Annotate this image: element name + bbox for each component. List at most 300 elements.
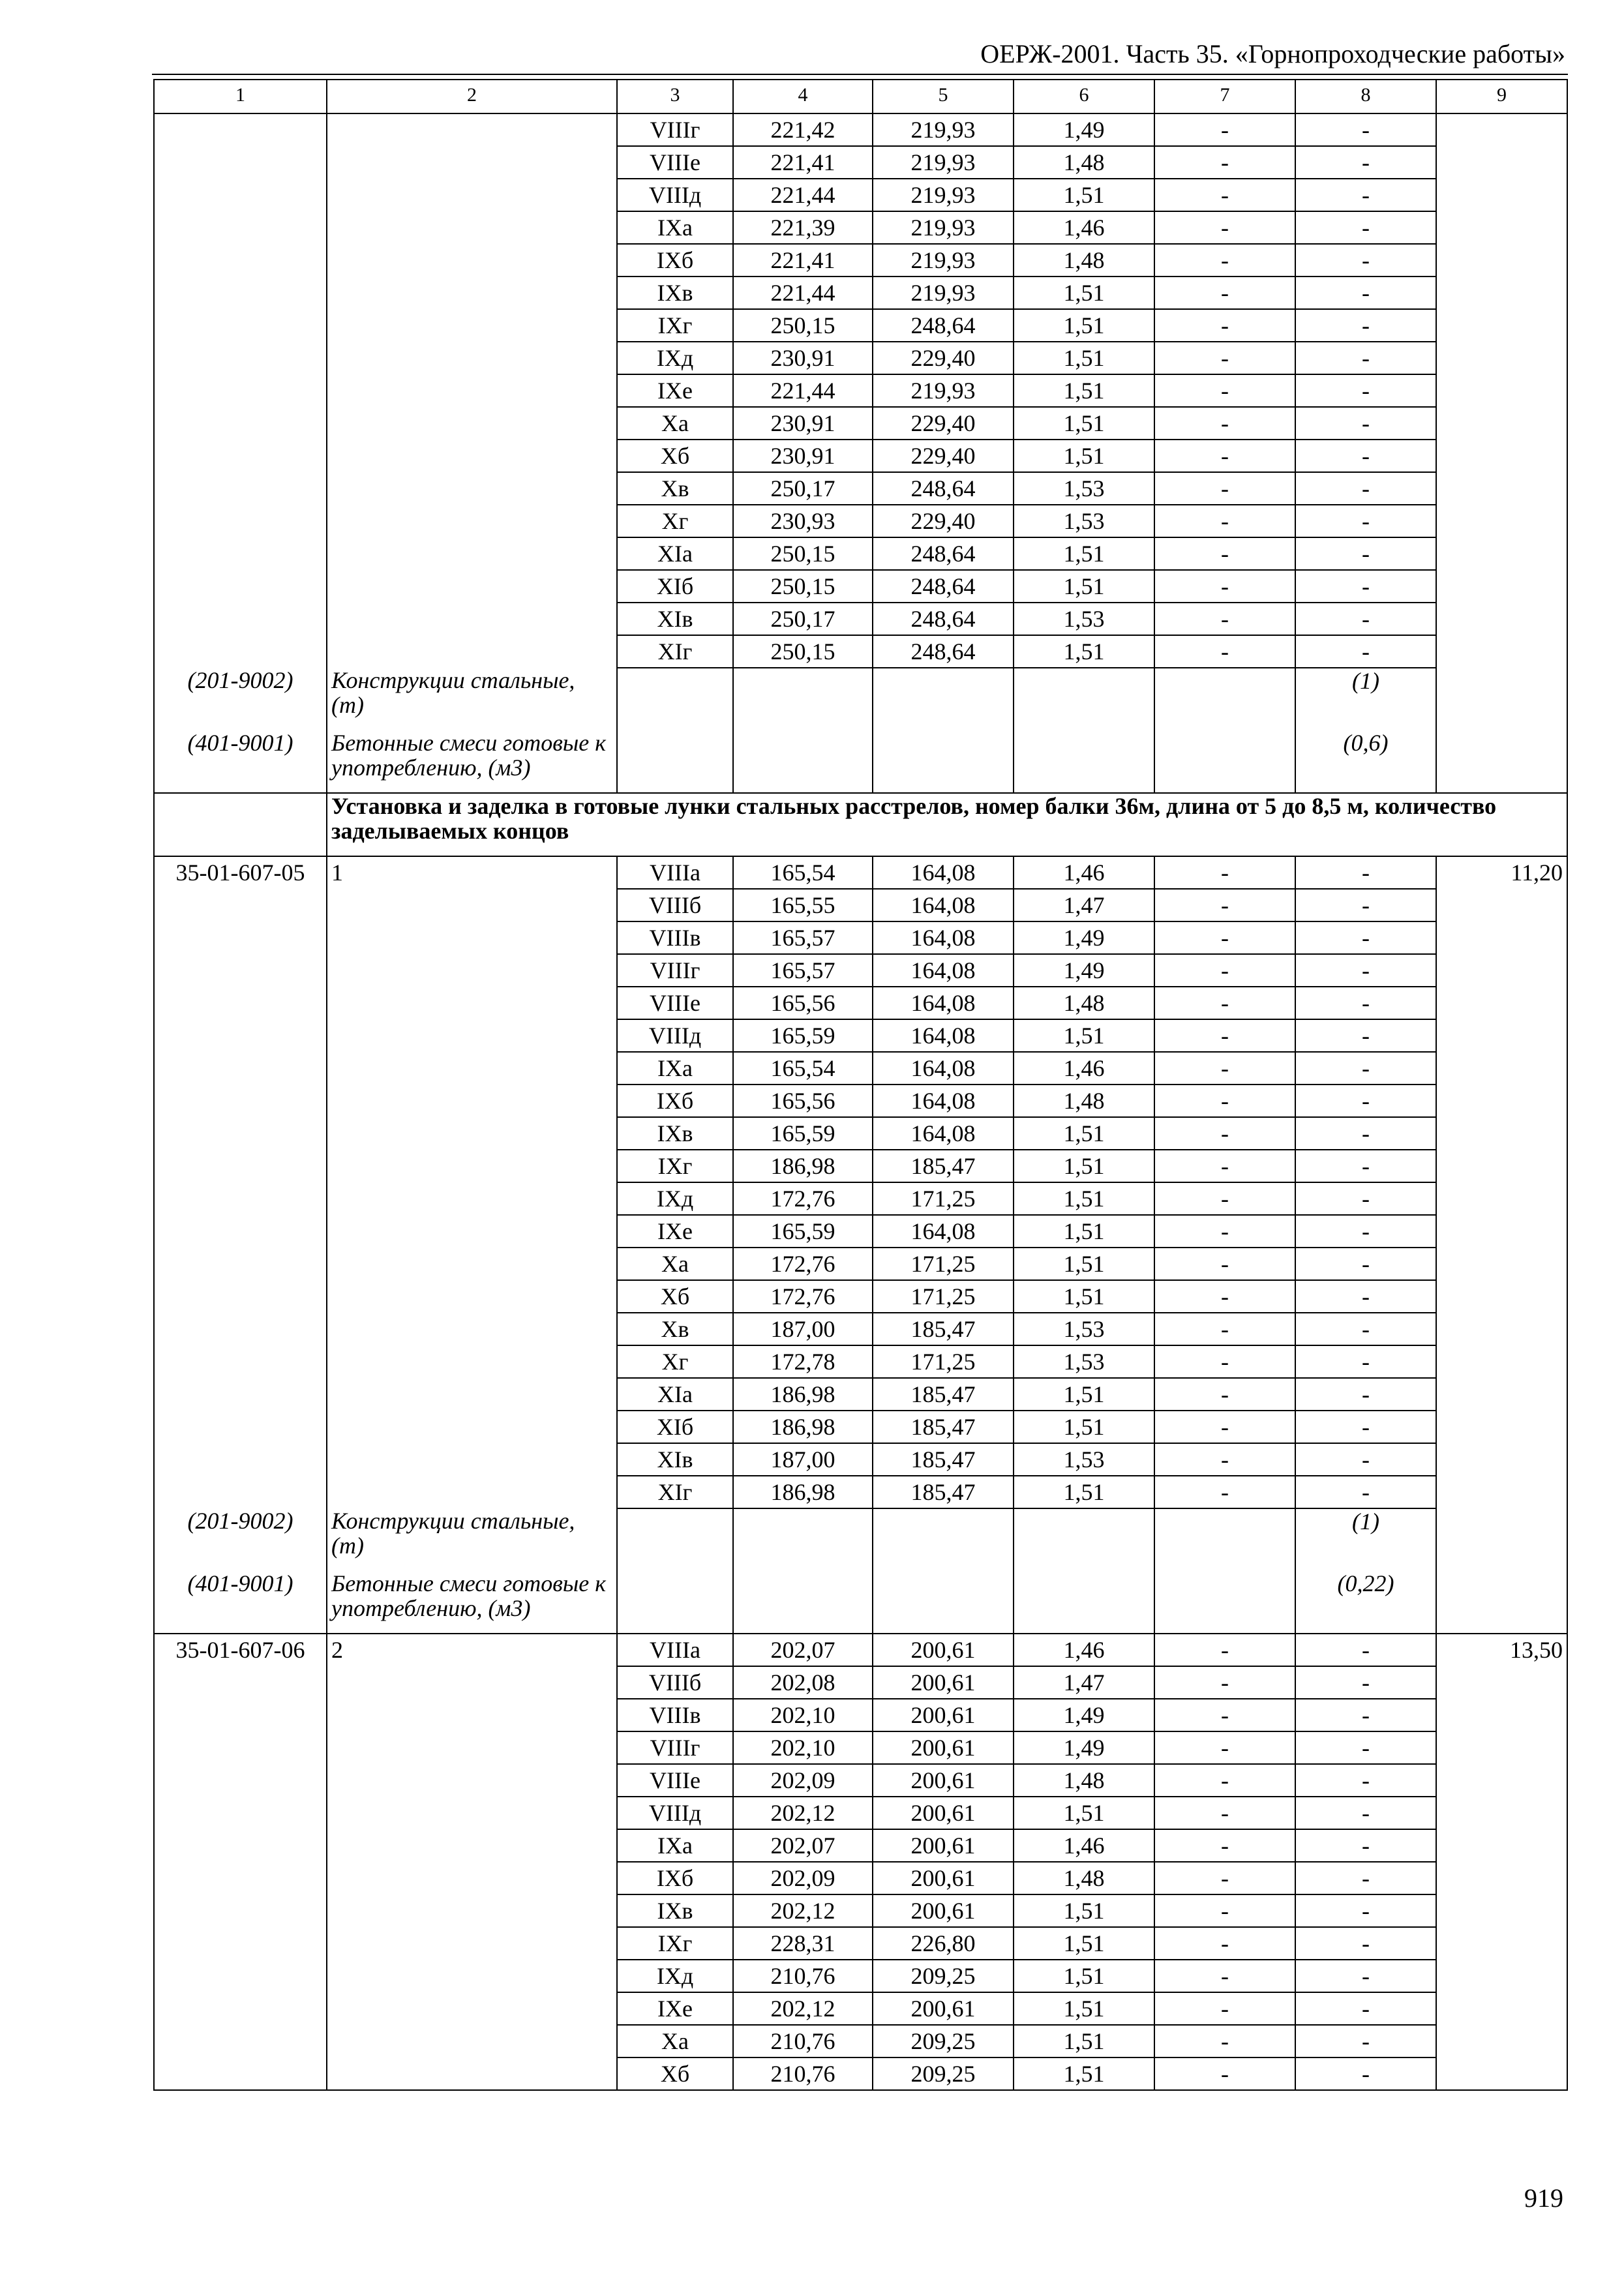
value-col5: 219,93 [873, 244, 1014, 277]
value-col4: 165,59 [733, 1117, 873, 1150]
value-col4: 165,59 [733, 1215, 873, 1248]
empty-cell [1436, 1508, 1567, 1571]
value-col7: - [1154, 244, 1295, 277]
value-col4: 172,78 [733, 1345, 873, 1378]
value-col4: 221,42 [733, 113, 873, 146]
value-col5: 164,08 [873, 1052, 1014, 1085]
empty-cell [1014, 668, 1154, 730]
value-col7: - [1154, 1699, 1295, 1731]
value-col7: - [1154, 113, 1295, 146]
empty-cell [873, 1571, 1014, 1634]
total-value [1436, 113, 1567, 668]
value-col7: - [1154, 1182, 1295, 1215]
header-rule [152, 74, 1568, 75]
value-col6: 1,51 [1014, 635, 1154, 668]
value-col8: - [1295, 2025, 1436, 2057]
rock-group: IXг [617, 309, 733, 342]
value-col8: - [1295, 1345, 1436, 1378]
value-col6: 1,48 [1014, 987, 1154, 1019]
rock-group: IXв [617, 1117, 733, 1150]
value-col5: 219,93 [873, 211, 1014, 244]
value-col4: 250,17 [733, 472, 873, 505]
value-col5: 200,61 [873, 1829, 1014, 1862]
rock-group: XIг [617, 635, 733, 668]
value-col7: - [1154, 342, 1295, 374]
value-col5: 164,08 [873, 1117, 1014, 1150]
value-col4: 221,44 [733, 179, 873, 211]
value-col5: 229,40 [873, 342, 1014, 374]
value-col8: - [1295, 1248, 1436, 1280]
value-col6: 1,53 [1014, 1443, 1154, 1476]
empty-cell [1014, 1508, 1154, 1571]
value-col4: 230,91 [733, 440, 873, 472]
rock-group: Xг [617, 1345, 733, 1378]
value-col8: - [1295, 1731, 1436, 1764]
value-col6: 1,51 [1014, 570, 1154, 603]
value-col7: - [1154, 1085, 1295, 1117]
rock-group: IXе [617, 1992, 733, 2025]
empty-cell [1436, 668, 1567, 730]
value-col8: - [1295, 1894, 1436, 1927]
rock-group: VIIIд [617, 1797, 733, 1829]
value-col5: 248,64 [873, 472, 1014, 505]
material-code: (201-9002) [154, 1508, 327, 1571]
value-col8: - [1295, 211, 1436, 244]
table-row [154, 1634, 1567, 1666]
table-row [154, 856, 1567, 889]
norms-table-body [154, 80, 1567, 2090]
value-col5: 164,08 [873, 856, 1014, 889]
rock-group: XIб [617, 1411, 733, 1443]
value-col6: 1,49 [1014, 1731, 1154, 1764]
norms-table [153, 79, 1568, 2091]
value-col6: 1,51 [1014, 342, 1154, 374]
value-col8: - [1295, 1960, 1436, 1992]
column-number: 8 [1295, 80, 1436, 113]
value-col7: - [1154, 1992, 1295, 2025]
section-title: Установка и заделка в готовые лунки стальных расстрелов, номер балки 36м, длина от 5 до 8,5 м, количество заделываемых концов [327, 793, 1567, 856]
value-col5: 248,64 [873, 309, 1014, 342]
norm-code [154, 113, 327, 668]
value-col6: 1,48 [1014, 146, 1154, 179]
value-col8: - [1295, 146, 1436, 179]
rock-group: XIг [617, 1476, 733, 1508]
value-col6: 1,53 [1014, 505, 1154, 537]
value-col7: - [1154, 1634, 1295, 1666]
value-col7: - [1154, 1215, 1295, 1248]
rock-group: Xб [617, 2057, 733, 2090]
value-col5: 248,64 [873, 570, 1014, 603]
rock-group: IXа [617, 1829, 733, 1862]
value-col8: - [1295, 635, 1436, 668]
value-col6: 1,51 [1014, 1894, 1154, 1927]
value-col8: - [1295, 1215, 1436, 1248]
value-col6: 1,51 [1014, 1992, 1154, 2025]
value-col5: 226,80 [873, 1927, 1014, 1960]
value-col4: 202,10 [733, 1731, 873, 1764]
value-col7: - [1154, 1862, 1295, 1894]
value-col5: 164,08 [873, 1019, 1014, 1052]
empty-cell [617, 730, 733, 793]
rock-group: IXа [617, 1052, 733, 1085]
value-col8: - [1295, 1443, 1436, 1476]
value-col8: - [1295, 407, 1436, 440]
value-col7: - [1154, 921, 1295, 954]
value-col7: - [1154, 1378, 1295, 1411]
value-col7: - [1154, 309, 1295, 342]
value-col4: 165,56 [733, 987, 873, 1019]
rock-group: VIIIд [617, 1019, 733, 1052]
value-col5: 185,47 [873, 1476, 1014, 1508]
value-col7: - [1154, 537, 1295, 570]
rock-group: VIIIб [617, 1666, 733, 1699]
value-col6: 1,49 [1014, 113, 1154, 146]
empty-cell [733, 1508, 873, 1571]
value-col7: - [1154, 1829, 1295, 1862]
value-col5: 200,61 [873, 1894, 1014, 1927]
value-col7: - [1154, 1280, 1295, 1313]
value-col6: 1,51 [1014, 1248, 1154, 1280]
value-col5: 229,40 [873, 505, 1014, 537]
material-name: Конструкции стальные, (т) [327, 668, 617, 730]
value-col4: 210,76 [733, 1960, 873, 1992]
value-col4: 186,98 [733, 1411, 873, 1443]
value-col8: - [1295, 113, 1436, 146]
shift-count: 2 [327, 1634, 617, 2090]
value-col5: 229,40 [873, 407, 1014, 440]
rock-group: IXд [617, 342, 733, 374]
norm-code: 35-01-607-05 [154, 856, 327, 1508]
value-col8: - [1295, 1634, 1436, 1666]
value-col8: - [1295, 1182, 1436, 1215]
rock-group: IXв [617, 277, 733, 309]
empty-cell [617, 668, 733, 730]
value-col4: 230,93 [733, 505, 873, 537]
value-col7: - [1154, 1960, 1295, 1992]
value-col4: 172,76 [733, 1182, 873, 1215]
empty-cell [733, 730, 873, 793]
rock-group: XIв [617, 603, 733, 635]
value-col8: - [1295, 1117, 1436, 1150]
empty-cell [873, 1508, 1014, 1571]
material-name: Конструкции стальные, (т) [327, 1508, 617, 1571]
value-col6: 1,51 [1014, 1927, 1154, 1960]
value-col5: 171,25 [873, 1248, 1014, 1280]
value-col6: 1,53 [1014, 1313, 1154, 1345]
value-col5: 164,08 [873, 1085, 1014, 1117]
value-col6: 1,51 [1014, 1182, 1154, 1215]
value-col6: 1,53 [1014, 472, 1154, 505]
value-col6: 1,51 [1014, 1960, 1154, 1992]
value-col5: 209,25 [873, 2025, 1014, 2057]
value-col6: 1,51 [1014, 1476, 1154, 1508]
rock-group: VIIIг [617, 1731, 733, 1764]
value-col4: 165,57 [733, 954, 873, 987]
value-col7: - [1154, 570, 1295, 603]
material-row [154, 730, 1567, 793]
value-col7: - [1154, 374, 1295, 407]
rock-group: IXе [617, 1215, 733, 1248]
value-col4: 221,41 [733, 244, 873, 277]
value-col5: 200,61 [873, 1699, 1014, 1731]
table-row [154, 113, 1567, 146]
value-col8: - [1295, 1085, 1436, 1117]
value-col5: 219,93 [873, 277, 1014, 309]
section-title-row [154, 793, 1567, 856]
value-col4: 165,57 [733, 921, 873, 954]
value-col7: - [1154, 1150, 1295, 1182]
value-col4: 187,00 [733, 1313, 873, 1345]
value-col5: 171,25 [873, 1345, 1014, 1378]
value-col6: 1,51 [1014, 1117, 1154, 1150]
value-col6: 1,51 [1014, 1215, 1154, 1248]
value-col8: - [1295, 1378, 1436, 1411]
value-col6: 1,53 [1014, 1345, 1154, 1378]
material-code: (401-9001) [154, 1571, 327, 1634]
value-col5: 219,93 [873, 374, 1014, 407]
value-col7: - [1154, 1764, 1295, 1797]
value-col5: 200,61 [873, 1666, 1014, 1699]
value-col7: - [1154, 1248, 1295, 1280]
value-col4: 221,39 [733, 211, 873, 244]
value-col8: - [1295, 856, 1436, 889]
rock-group: VIIIе [617, 146, 733, 179]
value-col4: 230,91 [733, 342, 873, 374]
value-col5: 200,61 [873, 1634, 1014, 1666]
value-col8: - [1295, 1411, 1436, 1443]
rock-group: XIв [617, 1443, 733, 1476]
value-col8: - [1295, 1666, 1436, 1699]
value-col5: 164,08 [873, 954, 1014, 987]
value-col7: - [1154, 1052, 1295, 1085]
value-col4: 250,15 [733, 537, 873, 570]
value-col5: 209,25 [873, 2057, 1014, 2090]
material-quantity: (1) [1295, 1508, 1436, 1571]
value-col4: 202,10 [733, 1699, 873, 1731]
value-col4: 202,09 [733, 1862, 873, 1894]
value-col5: 248,64 [873, 537, 1014, 570]
empty-cell [733, 668, 873, 730]
value-col4: 172,76 [733, 1280, 873, 1313]
value-col7: - [1154, 2025, 1295, 2057]
value-col5: 164,08 [873, 1215, 1014, 1248]
value-col7: - [1154, 277, 1295, 309]
rock-group: VIIIв [617, 1699, 733, 1731]
value-col8: - [1295, 537, 1436, 570]
value-col8: - [1295, 603, 1436, 635]
value-col4: 186,98 [733, 1150, 873, 1182]
column-number: 3 [617, 80, 733, 113]
value-col6: 1,47 [1014, 1666, 1154, 1699]
value-col6: 1,51 [1014, 1280, 1154, 1313]
value-col6: 1,51 [1014, 440, 1154, 472]
value-col8: - [1295, 440, 1436, 472]
value-col6: 1,48 [1014, 1764, 1154, 1797]
value-col5: 164,08 [873, 921, 1014, 954]
column-number: 4 [733, 80, 873, 113]
rock-group: IXе [617, 374, 733, 407]
value-col4: 250,15 [733, 635, 873, 668]
value-col8: - [1295, 1019, 1436, 1052]
value-col4: 202,12 [733, 1894, 873, 1927]
rock-group: Xа [617, 407, 733, 440]
rock-group: VIIIа [617, 856, 733, 889]
rock-group: VIIIд [617, 179, 733, 211]
value-col6: 1,46 [1014, 211, 1154, 244]
value-col6: 1,51 [1014, 1150, 1154, 1182]
value-col6: 1,51 [1014, 374, 1154, 407]
value-col7: - [1154, 2057, 1295, 2090]
value-col8: - [1295, 374, 1436, 407]
value-col7: - [1154, 1476, 1295, 1508]
rock-group: XIб [617, 570, 733, 603]
rock-group: XIа [617, 537, 733, 570]
value-col8: - [1295, 1313, 1436, 1345]
value-col4: 186,98 [733, 1378, 873, 1411]
value-col5: 219,93 [873, 146, 1014, 179]
column-number: 5 [873, 80, 1014, 113]
value-col6: 1,48 [1014, 1085, 1154, 1117]
value-col8: - [1295, 1927, 1436, 1960]
value-col4: 165,59 [733, 1019, 873, 1052]
value-col4: 165,54 [733, 856, 873, 889]
value-col8: - [1295, 1764, 1436, 1797]
rock-group: IXа [617, 211, 733, 244]
value-col6: 1,46 [1014, 1829, 1154, 1862]
value-col6: 1,51 [1014, 1019, 1154, 1052]
value-col8: - [1295, 2057, 1436, 2090]
material-row [154, 668, 1567, 730]
value-col4: 221,41 [733, 146, 873, 179]
value-col8: - [1295, 1280, 1436, 1313]
material-quantity: (0,22) [1295, 1571, 1436, 1634]
value-col5: 164,08 [873, 889, 1014, 921]
rock-group: VIIIе [617, 1764, 733, 1797]
column-number: 1 [154, 80, 327, 113]
value-col8: - [1295, 1699, 1436, 1731]
value-col6: 1,51 [1014, 1797, 1154, 1829]
value-col6: 1,51 [1014, 407, 1154, 440]
value-col8: - [1295, 570, 1436, 603]
value-col4: 221,44 [733, 277, 873, 309]
value-col8: - [1295, 309, 1436, 342]
value-col5: 219,93 [873, 113, 1014, 146]
material-name: Бетонные смеси готовые к употреблению, (м3) [327, 730, 617, 793]
value-col4: 186,98 [733, 1476, 873, 1508]
value-col4: 202,09 [733, 1764, 873, 1797]
value-col5: 248,64 [873, 635, 1014, 668]
value-col5: 248,64 [873, 603, 1014, 635]
value-col4: 221,44 [733, 374, 873, 407]
value-col8: - [1295, 472, 1436, 505]
empty-cell [1154, 1508, 1295, 1571]
value-col7: - [1154, 1345, 1295, 1378]
material-row [154, 1571, 1567, 1634]
rock-group: IXд [617, 1960, 733, 1992]
value-col5: 200,61 [873, 1862, 1014, 1894]
value-col4: 210,76 [733, 2025, 873, 2057]
value-col7: - [1154, 1117, 1295, 1150]
value-col8: - [1295, 179, 1436, 211]
empty-cell [873, 730, 1014, 793]
value-col6: 1,49 [1014, 921, 1154, 954]
rock-group: Xв [617, 472, 733, 505]
shift-count [327, 113, 617, 668]
value-col8: - [1295, 342, 1436, 374]
value-col4: 202,12 [733, 1992, 873, 2025]
value-col7: - [1154, 635, 1295, 668]
value-col7: - [1154, 505, 1295, 537]
value-col8: - [1295, 1992, 1436, 2025]
value-col8: - [1295, 244, 1436, 277]
value-col6: 1,51 [1014, 309, 1154, 342]
empty-cell [1154, 730, 1295, 793]
value-col7: - [1154, 1411, 1295, 1443]
value-col8: - [1295, 921, 1436, 954]
column-number: 2 [327, 80, 617, 113]
value-col8: - [1295, 505, 1436, 537]
value-col7: - [1154, 954, 1295, 987]
empty-cell [617, 1508, 733, 1571]
rock-group: IXг [617, 1150, 733, 1182]
value-col5: 200,61 [873, 1797, 1014, 1829]
value-col6: 1,49 [1014, 1699, 1154, 1731]
value-col4: 165,56 [733, 1085, 873, 1117]
shift-count: 1 [327, 856, 617, 1508]
value-col6: 1,51 [1014, 2025, 1154, 2057]
section-title-spacer [154, 793, 327, 856]
value-col4: 202,08 [733, 1666, 873, 1699]
value-col4: 165,54 [733, 1052, 873, 1085]
value-col7: - [1154, 146, 1295, 179]
material-code: (401-9001) [154, 730, 327, 793]
value-col5: 185,47 [873, 1150, 1014, 1182]
value-col5: 171,25 [873, 1182, 1014, 1215]
material-quantity: (1) [1295, 668, 1436, 730]
rock-group: VIIIб [617, 889, 733, 921]
value-col7: - [1154, 211, 1295, 244]
rock-group: IXд [617, 1182, 733, 1215]
value-col7: - [1154, 472, 1295, 505]
rock-group: Xв [617, 1313, 733, 1345]
value-col4: 202,07 [733, 1829, 873, 1862]
rock-group: Xа [617, 1248, 733, 1280]
value-col8: - [1295, 1797, 1436, 1829]
value-col8: - [1295, 1052, 1436, 1085]
rock-group: IXг [617, 1927, 733, 1960]
material-row [154, 1508, 1567, 1571]
rock-group: VIIIг [617, 113, 733, 146]
value-col5: 219,93 [873, 179, 1014, 211]
rock-group: IXб [617, 1862, 733, 1894]
value-col6: 1,51 [1014, 179, 1154, 211]
value-col7: - [1154, 1313, 1295, 1345]
value-col7: - [1154, 1894, 1295, 1927]
material-quantity: (0,6) [1295, 730, 1436, 793]
value-col6: 1,51 [1014, 537, 1154, 570]
empty-cell [1154, 1571, 1295, 1634]
value-col8: - [1295, 889, 1436, 921]
value-col4: 210,76 [733, 2057, 873, 2090]
value-col5: 200,61 [873, 1764, 1014, 1797]
column-number-row [154, 80, 1567, 113]
value-col6: 1,46 [1014, 1634, 1154, 1666]
empty-cell [1154, 668, 1295, 730]
value-col4: 187,00 [733, 1443, 873, 1476]
value-col4: 202,12 [733, 1797, 873, 1829]
column-number: 9 [1436, 80, 1567, 113]
total-value: 13,50 [1436, 1634, 1567, 2090]
